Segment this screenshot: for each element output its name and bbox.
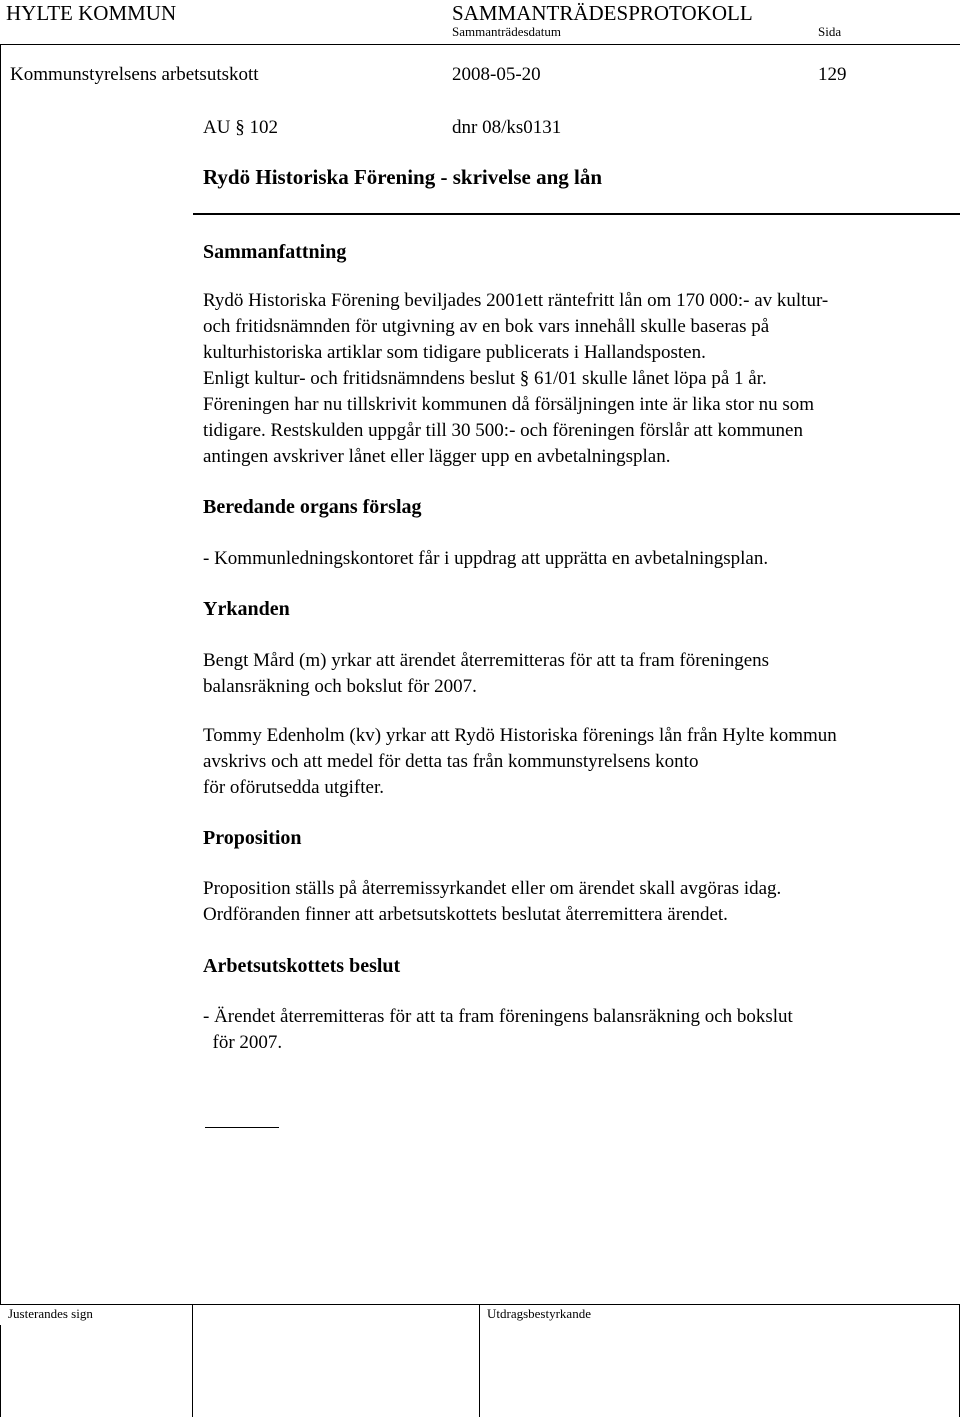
motions-heading: Yrkanden <box>203 598 290 620</box>
motion-line: avskrivs och att medel för detta tas från kommunstyrelsens konto <box>203 751 699 772</box>
meeting-date: 2008-05-20 <box>452 64 541 85</box>
proposition-line: Proposition ställs på återremissyrkandet eller om ärendet skall avgöras idag. <box>203 878 782 899</box>
proposal-line: - Kommunledningskontoret får i uppdrag att upprätta en avbetalningsplan. <box>203 548 769 569</box>
decision-text <box>203 1004 793 1056</box>
case-title: Rydö Historiska Förening - skrivelse ang lån <box>203 165 603 189</box>
motion-line: balansräkning och bokslut för 2007. <box>203 676 477 697</box>
summary-line: kulturhistoriska artiklar som tidigare publicerats i Hallandsposten. <box>203 342 706 363</box>
sign-label: Justerandes sign <box>8 1306 93 1321</box>
doc-type: SAMMANTRÄDESPROTOKOLL <box>452 1 753 25</box>
margin-rule-top <box>0 44 1 214</box>
summary-line: tidigare. Restskulden uppgår till 30 500:- och föreningen förslår att kommunen <box>203 420 803 441</box>
header-rule <box>0 44 960 45</box>
footer-divider-1 <box>192 1304 193 1417</box>
decision-heading: Arbetsutskottets beslut <box>203 955 401 977</box>
proposition-line: Ordföranden finner att arbetsutskottets beslutat återremittera ärendet. <box>203 904 728 925</box>
title-rule <box>193 213 960 215</box>
page-label: Sida <box>818 24 842 39</box>
summary-line: Enligt kultur- och fritidsnämndens beslut § 61/01 skulle lånet löpa på 1 år. <box>203 368 767 389</box>
summary-line: Rydö Historiska Förening beviljades 2001ett räntefritt lån om 170 000:- av kultur- <box>203 290 829 311</box>
case-number: AU § 102 <box>203 117 278 138</box>
certify-label: Utdragsbestyrkande <box>487 1306 591 1321</box>
motion-1 <box>203 648 769 700</box>
proposition-text <box>203 876 781 928</box>
summary-line: Föreningen har nu tillskrivit kommunen då försäljningen inte är lika stor nu som <box>203 394 815 415</box>
proposition-heading: Proposition <box>203 827 302 849</box>
margin-rule-main <box>0 214 1 1304</box>
summary-line: antingen avskriver lånet eller lägger upp en avbetalningsplan. <box>203 446 671 467</box>
summary-heading: Sammanfattning <box>203 241 347 263</box>
footer-rule <box>0 1304 960 1305</box>
motion-line: Bengt Mård (m) yrkar att ärendet återremitteras för att ta fram föreningens <box>203 650 770 671</box>
page-number: 129 <box>818 64 847 85</box>
date-label: Sammanträdesdatum <box>452 24 562 39</box>
committee-name: Kommunstyrelsens arbetsutskott <box>10 64 259 85</box>
motion-line: Tommy Edenholm (kv) yrkar att Rydö Historiska förenings lån från Hylte kommun <box>203 725 837 746</box>
motion-2 <box>203 723 837 801</box>
org-name: HYLTE KOMMUN <box>6 1 177 25</box>
footer-divider-2 <box>479 1304 480 1417</box>
decision-line: - Ärendet återremitteras för att ta fram föreningens balansräkning och bokslut <box>203 1006 793 1027</box>
margin-rule-bottom <box>0 1325 1 1417</box>
decision-line: för 2007. <box>203 1032 283 1053</box>
summary-line: och fritidsnämnden för utgivning av en bok vars innehåll skulle baseras på <box>203 316 770 337</box>
case-dnr: dnr 08/ks0131 <box>452 117 562 138</box>
summary-text <box>203 288 828 470</box>
proposal-heading: Beredande organs förslag <box>203 496 422 518</box>
motion-line: för oförutsedda utgifter. <box>203 777 384 798</box>
end-mark <box>205 1127 279 1128</box>
